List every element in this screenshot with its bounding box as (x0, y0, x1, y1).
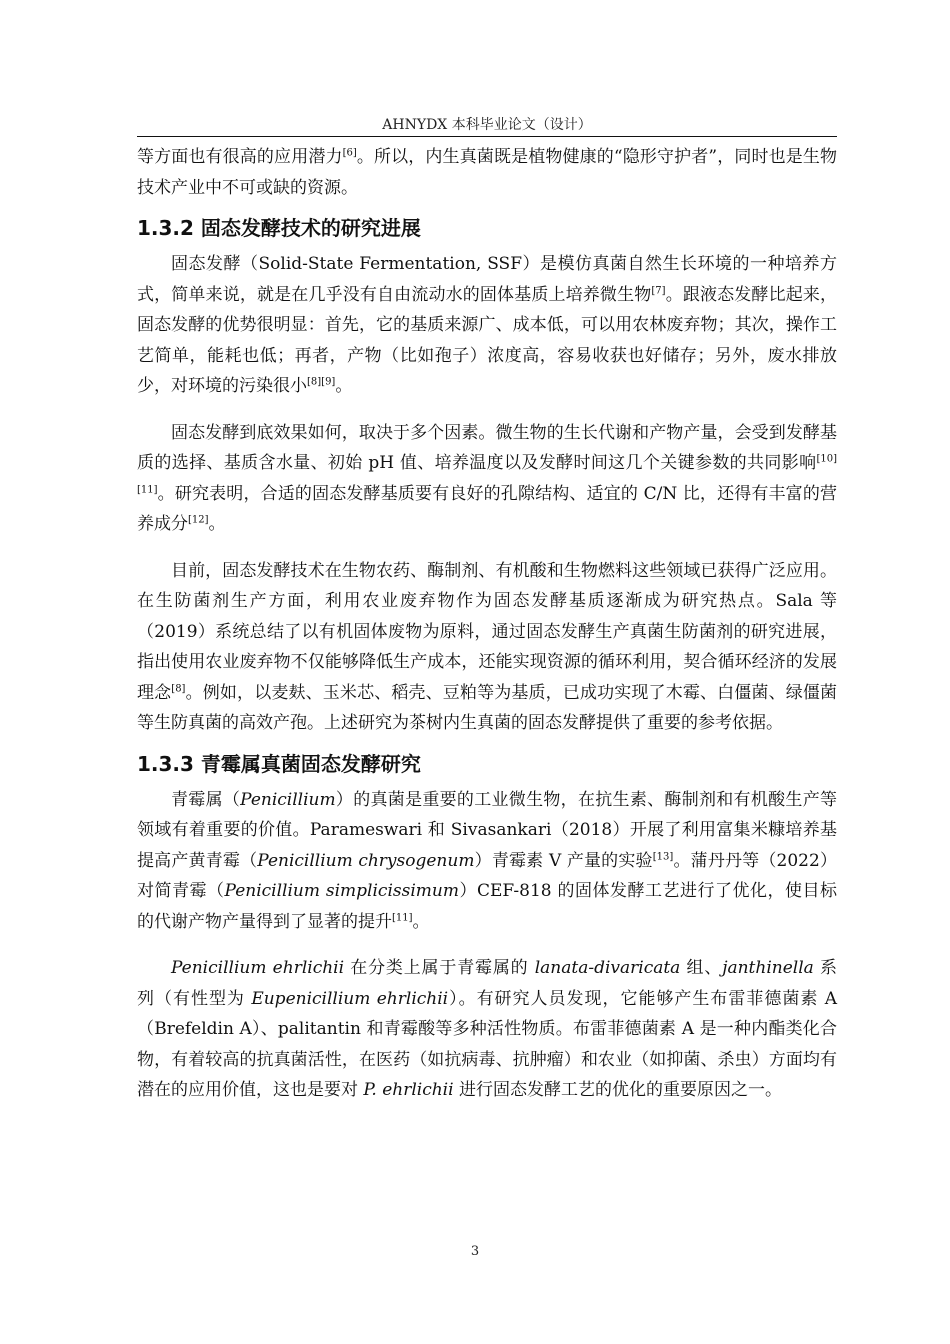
text-run: 固态发酵到底效果如何，取决于多个因素。微生物的生长代谢和产物产量，会受到发酵基质的选择、基质含水量、初始 pH 值、培养温度以及发酵时间这几个关键参数的共同影响 (137, 422, 837, 473)
paragraph-intro-continuation (137, 142, 837, 203)
citation: [8] (171, 682, 186, 694)
text-run: 。 (208, 514, 226, 534)
section-heading-1-3-3: 1.3.3 青霉属真菌固态发酵研究 (137, 751, 421, 776)
text-run: 。所以，内生真菌既是植物健康的“隐形守护者”，同时也是生物技术产业中不可或缺的资源。 (137, 147, 837, 198)
text-run: 在分类上属于青霉属的 (344, 958, 535, 978)
paragraph-penicillium-research (137, 785, 837, 938)
text-run: 。 (412, 911, 430, 932)
species-name: Eupenicillium ehrlichii (251, 988, 449, 1009)
citation: [10][11] (137, 453, 837, 495)
text-run: 固态发酵（Solid-State Fermentation, SSF）是模仿真菌自然生长环境的一种培养方式，简单来说，就是在几乎没有自由流动水的固体基质上培养微生物 (137, 254, 837, 305)
text-run: 。跟液态发酵比起来，固态发酵的优势很明显：首先，它的基质来源广、成本低，可以用农林废弃物；其次，操作工艺简单，能耗也低；再者，产物（比如孢子）浓度高，容易收获也好储存；另外，废水排放少，对环境的污染很小 (137, 284, 838, 396)
paragraph-ssf-factors (137, 418, 837, 540)
text-run: 青霉属（ (171, 789, 241, 810)
citation: [7] (651, 284, 666, 296)
text-run: 。例如，以麦麸、玉米芯、稻壳、豆粕等为基质，已成功实现了木霉、白僵菌、绿僵菌等生防真菌的高效产孢。上述研究为茶树内生真菌的固态发酵提供了重要的参考依据。 (137, 682, 838, 733)
text-run: ）青霉素 V 产量的实验 (474, 850, 653, 871)
page-body (137, 142, 837, 1106)
species-name: P. ehrlichii (363, 1080, 454, 1100)
header-rule (137, 136, 837, 137)
species-name: Penicillium chrysogenum (257, 850, 475, 871)
text-run: 。蒲丹丹等（2022）对简青霉（ (137, 850, 837, 901)
section-heading-1-3-2: 1.3.2 固态发酵技术的研究进展 (137, 216, 421, 240)
text-run: ）CEF-818 的固体发酵工艺进行了优化，使目标的代谢产物产量得到了显著的提升 (137, 881, 838, 932)
paragraph-ssf-applications (137, 556, 837, 739)
species-name: janthinella (722, 958, 814, 978)
species-name: lanata-divaricata (534, 958, 681, 978)
citation: [11] (392, 911, 413, 923)
text-run: ）。有研究人员发现，它能够产生布雷菲德菌素 A（Brefeldin A）、palitantin 和青霉酸等多种活性物质。布雷菲德菌素 A 是一种内酯类化合物，有着较高的抗真菌活性，在医药（如抗病毒、抗肿瘤）和农业（如抑菌、杀虫）方面均有潜在的应用价值，这也是要对 (137, 988, 837, 1100)
text-run: 。研究表明，合适的固态发酵基质要有良好的孔隙结构、适宜的 C/N 比，还得有丰富的营养成分 (137, 483, 837, 534)
species-name: Penicillium ehrlichii (171, 958, 345, 978)
page-number: 3 (470, 1244, 480, 1259)
text-run: 系列（有性型为 (137, 958, 838, 1009)
text-run: 进行固态发酵工艺的优化的重要原因之一。 (453, 1080, 782, 1100)
text-run: 目前，固态发酵技术在生物农药、酶制剂、有机酸和生物燃料这些领域已获得广泛应用。在生防菌剂生产方面，利用农业废弃物作为固态发酵基质逐渐成为研究热点。Sala 等（2019）系统总结了以有机固体废物为原料，通过固态发酵生产真菌生防菌剂的研究进展，指出使用农业废弃物不仅能够降低生产成本，还能实现资源的循环利用，契合循环经济的发展理念 (137, 560, 837, 703)
text-run: 等方面也有很高的应用潜力 (137, 147, 343, 167)
citation: [13] (652, 850, 674, 862)
page-header: AHNYDX 本科毕业论文（设计） (382, 117, 592, 133)
species-name: Penicillium (240, 789, 336, 810)
paragraph-ssf-definition (137, 249, 837, 402)
text-run: 组、 (680, 958, 723, 978)
species-name: Penicillium simplicissimum (224, 881, 459, 901)
text-run: ）的真菌是重要的工业微生物，在抗生素、酶制剂和有机酸生产等领域有着重要的价值。Parameswari 和 Sivasankari（2018）开展了利用富集米糠培养基提高产黄青霉（ (137, 789, 837, 871)
text-run: 。 (335, 376, 353, 396)
citation: [12] (188, 514, 209, 526)
paragraph-p-ehrlichii (137, 953, 837, 1106)
citation: [8][9] (307, 376, 336, 388)
citation: [6] (342, 147, 357, 159)
